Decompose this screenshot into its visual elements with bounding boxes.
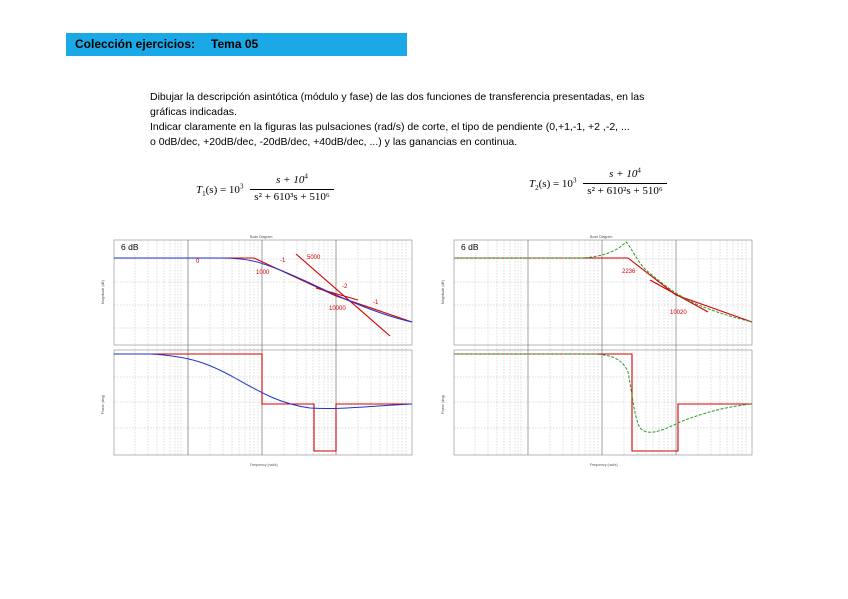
phase-axis-label: Phase (deg) bbox=[441, 394, 445, 414]
phase-axis-label: Phase (deg) bbox=[101, 394, 105, 414]
formula-t2 bbox=[529, 166, 679, 206]
instruction-line: o 0dB/dec, +20dB/dec, -20dB/dec, +40dB/dec, ...) y las ganancias en continua. bbox=[150, 136, 518, 148]
slope-label: -1 bbox=[373, 300, 379, 306]
magnitude-axis-label: Magnitude (dB) bbox=[101, 280, 105, 304]
corner-label: 10020 bbox=[670, 310, 687, 316]
formula-lhs: $T_1(s) = 10^3$ bbox=[196, 182, 244, 199]
fraction-bar bbox=[250, 189, 334, 190]
formula-numerator: $s + 10^4$ bbox=[276, 172, 308, 186]
instruction-line: Dibujar la descripción asintótica (módulo y fase) de las dos funciones de transferencia presentadas, en las bbox=[150, 91, 645, 103]
slope-label: 0 bbox=[196, 259, 200, 265]
phase-frame bbox=[114, 350, 412, 455]
formula-lhs: $T_2(s) = 10^3$ bbox=[529, 176, 577, 193]
corner-label: 2236 bbox=[622, 269, 636, 275]
corner-label: 5000 bbox=[307, 255, 321, 261]
instruction-line: gráficas indicadas. bbox=[150, 106, 237, 118]
formula-denominator: s² + 610³s + 510⁶ bbox=[254, 191, 330, 203]
bode-plot-right bbox=[440, 232, 760, 470]
magnitude-axis-label: Magnitude (dB) bbox=[441, 280, 445, 304]
plot-title: Bode Diagram bbox=[590, 235, 613, 239]
magnitude-frame bbox=[454, 240, 752, 345]
instructions bbox=[150, 90, 690, 150]
corner-label: 10000 bbox=[329, 306, 346, 312]
formula-denominator: s² + 610²s + 510⁶ bbox=[587, 185, 663, 197]
magnitude-frame bbox=[114, 240, 412, 345]
slope-label: -2 bbox=[342, 284, 348, 290]
formula-numerator: $s + 10^4$ bbox=[609, 166, 641, 180]
db-badge: 6 dB bbox=[121, 242, 139, 252]
bode-plot-left bbox=[100, 232, 420, 470]
corner-label: 1000 bbox=[256, 270, 270, 276]
plot-title: Bode Diagram bbox=[250, 235, 273, 239]
phase-frame bbox=[454, 350, 752, 455]
instruction-line: Indicar claramente en la figuras las pulsaciones (rad/s) de corte, el tipo de pendiente (0,+1,-1, +2 ,-2, ... bbox=[150, 121, 630, 133]
header-banner bbox=[66, 33, 407, 56]
header-title bbox=[75, 37, 258, 51]
frequency-axis-label: Frequency (rad/s) bbox=[590, 463, 618, 467]
slope-label: -1 bbox=[280, 258, 286, 264]
topic-label: Tema 05 bbox=[211, 37, 259, 51]
fraction-bar bbox=[583, 183, 667, 184]
db-badge: 6 dB bbox=[461, 242, 479, 252]
frequency-axis-label: Frequency (rad/s) bbox=[250, 463, 278, 467]
collection-label: Colección ejercicios: bbox=[75, 37, 196, 51]
formula-t1 bbox=[196, 172, 346, 212]
